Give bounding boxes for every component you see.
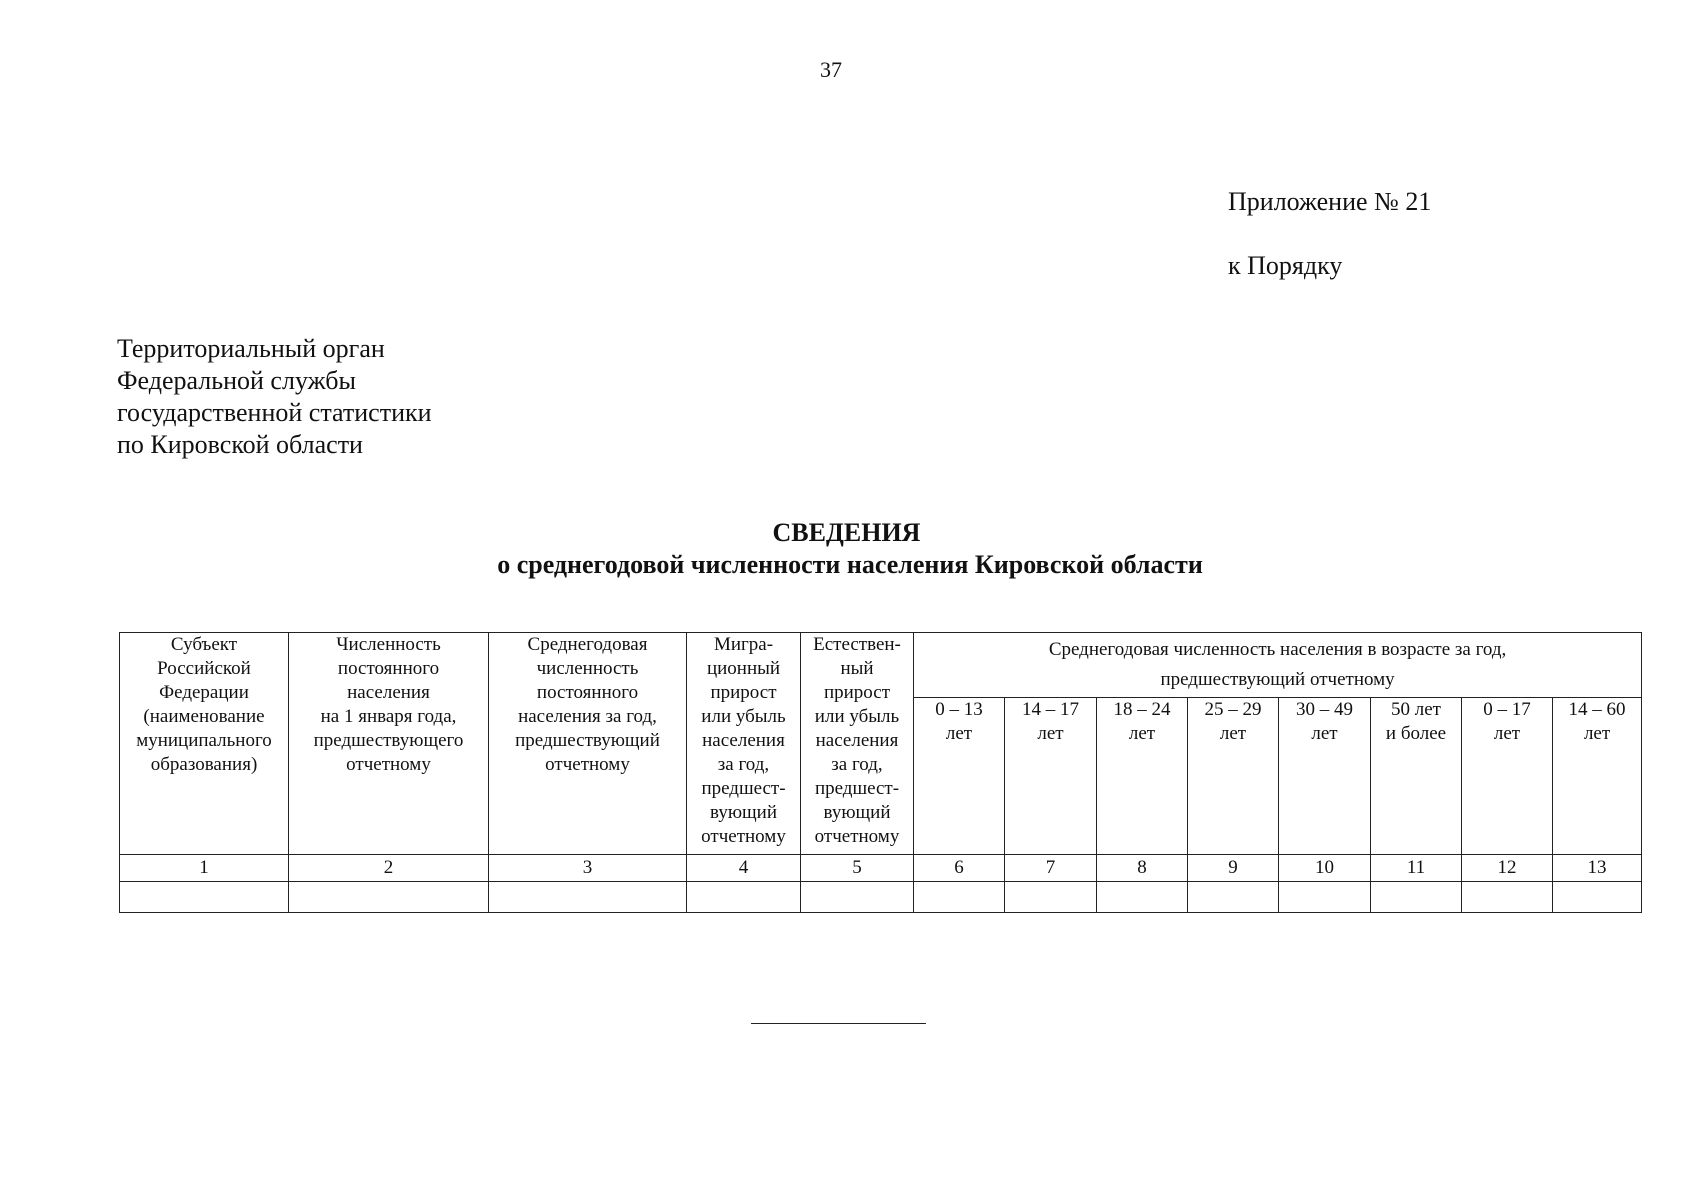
annex-number: Приложение № 21 — [1228, 187, 1432, 216]
report-table — [119, 632, 1642, 913]
header-row-top — [120, 633, 1642, 698]
header-subject: Субъект Российской Федерации (наименование муниципального образования) — [120, 633, 289, 855]
column-number: 4 — [687, 855, 801, 882]
header-natural-growth: Естествен- ный прирост или убыль населения за год, предшест- вующий отчетному — [801, 633, 914, 855]
column-number: 13 — [1553, 855, 1642, 882]
column-number-row — [120, 855, 1642, 882]
document-title: СВЕДЕНИЯ — [772, 518, 921, 547]
header-age-14-60: 14 – 60 лет — [1553, 698, 1642, 855]
column-number: 5 — [801, 855, 914, 882]
end-separator-line — [751, 1023, 926, 1024]
empty-cell — [687, 882, 801, 913]
empty-cell — [1188, 882, 1279, 913]
column-number: 8 — [1097, 855, 1188, 882]
annex-reference: к Порядку — [1228, 251, 1343, 280]
annex-block — [1228, 170, 1431, 298]
empty-cell — [1553, 882, 1642, 913]
empty-cell — [289, 882, 489, 913]
column-number: 7 — [1005, 855, 1097, 882]
empty-cell — [489, 882, 687, 913]
header-age-18-24: 18 – 24 лет — [1097, 698, 1188, 855]
empty-cell — [914, 882, 1005, 913]
column-number: 3 — [489, 855, 687, 882]
organization-block — [117, 333, 432, 461]
header-age-50-plus: 50 лет и более — [1371, 698, 1462, 855]
empty-cell — [1462, 882, 1553, 913]
column-number: 11 — [1371, 855, 1462, 882]
header-age-30-49: 30 – 49 лет — [1279, 698, 1371, 855]
organization-line: государственной статистики — [117, 398, 432, 427]
column-number: 10 — [1279, 855, 1371, 882]
empty-cell — [1279, 882, 1371, 913]
empty-cell — [801, 882, 914, 913]
header-average-population: Среднегодовая численность постоянного населения за год, предшествующий отчетному — [489, 633, 687, 855]
empty-cell — [1005, 882, 1097, 913]
header-age-14-17: 14 – 17 лет — [1005, 698, 1097, 855]
header-population-jan1: Численность постоянного населения на 1 января года, предшествующего отчетному — [289, 633, 489, 855]
column-number: 2 — [289, 855, 489, 882]
column-number: 6 — [914, 855, 1005, 882]
column-number: 12 — [1462, 855, 1553, 882]
header-age-group: Среднегодовая численность населения в возрасте за год, предшествующий отчетному — [914, 633, 1642, 698]
organization-line: по Кировской области — [117, 430, 363, 459]
page-number: 37 — [820, 57, 842, 82]
empty-data-row — [120, 882, 1642, 913]
document-subtitle: о среднегодовой численности населения Кировской области — [497, 550, 1203, 579]
column-number: 1 — [120, 855, 289, 882]
header-migration-growth: Мигра- ционный прирост или убыль населения за год, предшест- вующий отчетному — [687, 633, 801, 855]
header-age-25-29: 25 – 29 лет — [1188, 698, 1279, 855]
empty-cell — [120, 882, 289, 913]
empty-cell — [1371, 882, 1462, 913]
organization-line: Федеральной службы — [117, 366, 356, 395]
header-age-0-17: 0 – 17 лет — [1462, 698, 1553, 855]
empty-cell — [1097, 882, 1188, 913]
column-number: 9 — [1188, 855, 1279, 882]
organization-line: Территориальный орган — [117, 334, 385, 363]
header-age-0-13: 0 – 13 лет — [914, 698, 1005, 855]
